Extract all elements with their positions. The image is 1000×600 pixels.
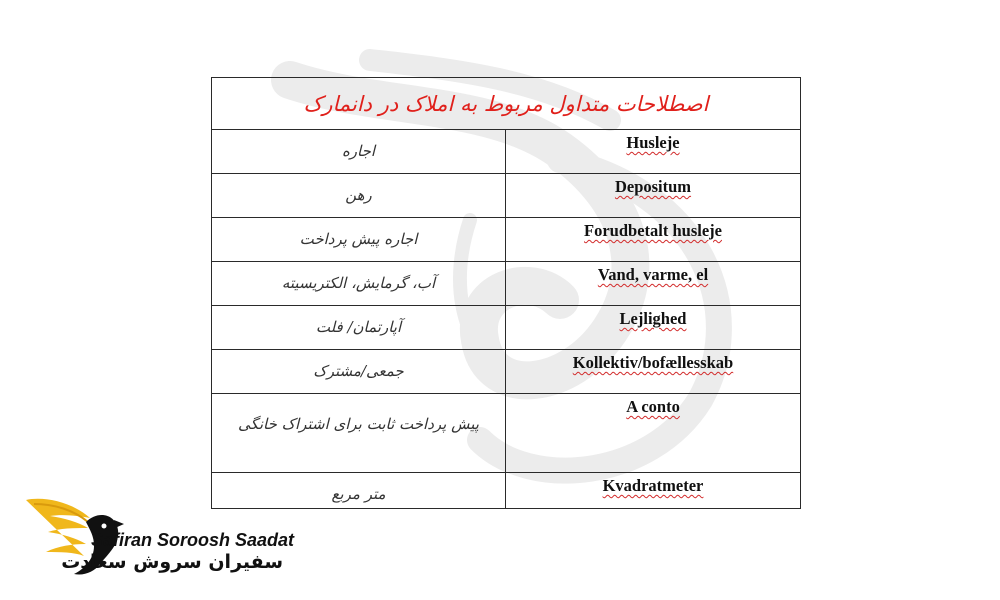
term-cell xyxy=(506,350,801,394)
table-row xyxy=(212,350,801,394)
table-row xyxy=(212,394,801,473)
translation-cell: پیش پرداخت ثابت برای اشتراک خانگی xyxy=(212,394,506,473)
term-cell xyxy=(506,262,801,306)
table-row xyxy=(212,130,801,174)
translation-cell: اجاره پیش پرداخت xyxy=(212,218,506,262)
term-text: Vand, varme, el xyxy=(597,265,709,284)
term-text: Husleje xyxy=(626,133,680,152)
wing-icon xyxy=(26,499,90,556)
term-text: Forudbetalt husleje xyxy=(584,221,722,240)
table-row xyxy=(212,262,801,306)
table-title: اصطلاحات متداول مربوط به املاک در دانمارک xyxy=(212,78,801,130)
term-cell xyxy=(506,473,801,509)
term-text: A conto xyxy=(626,397,680,416)
translation-cell: جمعی/مشترک xyxy=(212,350,506,394)
term-cell xyxy=(506,306,801,350)
translation-cell: متر مربع xyxy=(212,473,506,509)
term-text: Lejlighed xyxy=(619,309,687,328)
term-cell xyxy=(506,174,801,218)
table-row xyxy=(212,174,801,218)
terms-table xyxy=(211,77,801,509)
term-cell xyxy=(506,130,801,174)
translation-cell: رهن xyxy=(212,174,506,218)
table-row xyxy=(212,218,801,262)
table-row xyxy=(212,306,801,350)
term-text: Kvadratmeter xyxy=(602,476,704,495)
translation-cell: آب، گرمایش، الکتریسیته xyxy=(212,262,506,306)
term-text: Depositum xyxy=(614,177,692,196)
logo-name-fa: سفیران سروش سعادت xyxy=(61,551,283,573)
translation-cell: آپارتمان/ فلت xyxy=(212,306,506,350)
logo-name-en: Safiran Soroosh Saadat xyxy=(91,530,295,550)
translation-cell: اجاره xyxy=(212,130,506,174)
term-text: Kollektiv/bofællesskab xyxy=(572,353,734,372)
term-cell xyxy=(506,394,801,473)
term-cell xyxy=(506,218,801,262)
